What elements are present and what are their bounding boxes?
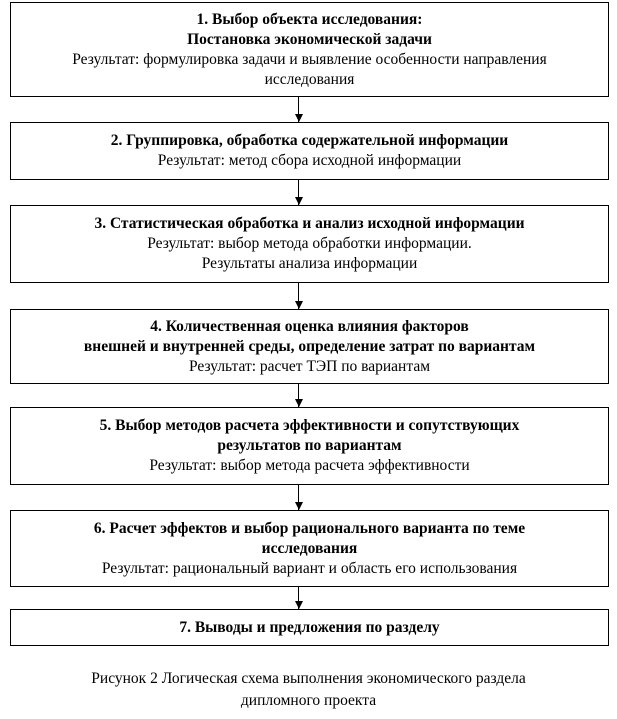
step-1-title-line-2: Постановка экономической задачи xyxy=(187,30,432,48)
step-2-result-line-1: Результат: метод сбора исходной информации xyxy=(157,152,462,169)
step-5-box xyxy=(10,407,609,485)
arrow-2-3 xyxy=(295,180,303,205)
step-1-title-line-1: 1. Выбор объекта исследования: xyxy=(196,10,423,28)
step-3-box xyxy=(10,205,609,283)
arrow-6-7 xyxy=(295,587,303,609)
step-5-title-line-2: результатов по вариантам xyxy=(217,437,402,454)
step-6-result-line-1: Результат: рациональный вариант и область его использования xyxy=(101,559,518,577)
step-4-title-line-1: 4. Количественная оценка влияния факторов xyxy=(150,317,469,335)
step-6-title-line-1: 6. Расчет эффектов и выбор рационального варианта по теме xyxy=(93,519,526,537)
step-4-box xyxy=(10,309,609,384)
step-1-result-line-1: Результат: формулировка задачи и выявление особенности направления xyxy=(72,50,547,68)
step-5-title-line-1: 5. Выбор методов расчета эффективности и сопутствующих xyxy=(99,417,520,434)
step-3-title-line-1: 3. Статистическая обработка и анализ исходной информации xyxy=(94,215,525,232)
step-4-title-line-2: внешней и внутренней среды, определение затрат по вариантам xyxy=(83,337,536,355)
step-3-result-line-1: Результат: выбор метода обработки информации. xyxy=(147,235,472,252)
step-3-result-line-2: Результаты анализа информации xyxy=(201,255,418,272)
caption-line-1: Рисунок 2 Логическая схема выполнения экономического раздела xyxy=(91,670,526,687)
figure-caption xyxy=(0,668,617,712)
step-6-box xyxy=(10,510,609,587)
step-5-result-line-1: Результат: выбор метода расчета эффективности xyxy=(149,457,470,474)
step-1-result-line-2: исследования xyxy=(264,70,355,88)
step-7-box xyxy=(10,609,609,646)
step-2-title-line-1: 2. Группировка, обработка содержательной информации xyxy=(110,132,509,149)
arrow-1-2 xyxy=(295,97,303,122)
step-1-box xyxy=(10,2,609,97)
caption-line-2: дипломного проекта xyxy=(240,692,377,709)
arrow-3-4 xyxy=(295,283,303,309)
step-4-result-line-1: Результат: расчет ТЭП по вариантам xyxy=(188,357,431,375)
step-6-title-line-2: исследования xyxy=(261,539,358,557)
step-7-title-line-1: 7. Выводы и предложения по разделу xyxy=(179,618,440,636)
step-2-box xyxy=(10,122,609,180)
arrow-4-5 xyxy=(295,384,303,407)
arrow-5-6 xyxy=(295,485,303,510)
